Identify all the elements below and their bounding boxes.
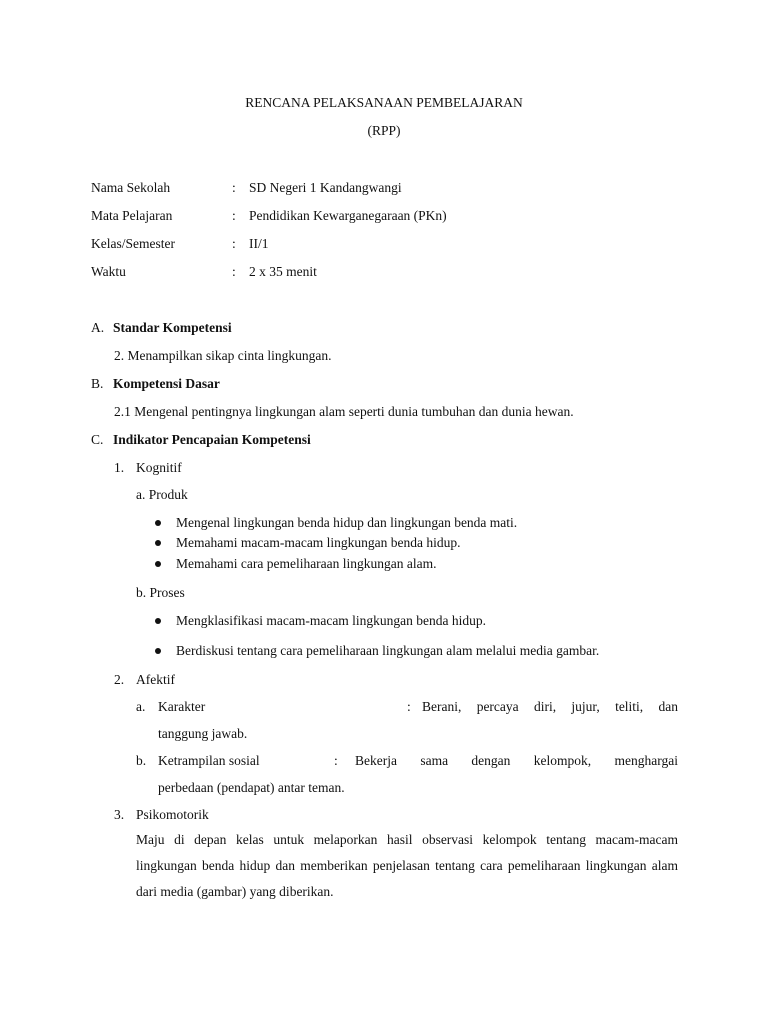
produk-item: Memahami cara pemeliharaan lingkungan alam. — [176, 556, 437, 571]
identity-label-class: Kelas/Semester — [91, 236, 175, 251]
section-c-heading: Indikator Pencapaian Kompetensi — [113, 432, 311, 447]
identity-value-subject: Pendidikan Kewarganegaraan (PKn) — [249, 208, 447, 223]
identity-label-subject: Mata Pelajaran — [91, 208, 173, 223]
psikomotorik-text: Maju di depan kelas untuk melaporkan hasil observasi kelompok tentang macam-macam lingkungan benda hidup dan memberikan penjelasan tentang cara pemeliharaan lingkungan alam dari media (gambar) yang diberikan. — [136, 832, 678, 899]
bullet-icon — [155, 618, 161, 624]
identity-label-time: Waktu — [91, 264, 126, 279]
identity-sep: : — [232, 236, 236, 251]
section-c-letter: C. — [91, 432, 104, 447]
bullet-icon — [155, 561, 161, 567]
karakter-label: Karakter — [158, 699, 206, 714]
sosial-letter: b. — [136, 753, 147, 768]
karakter-sep: : — [407, 699, 411, 714]
produk-item: Mengenal lingkungan benda hidup dan lingkungan benda mati. — [176, 515, 518, 530]
proses-label: b. Proses — [136, 585, 185, 600]
karakter-letter: a. — [136, 699, 146, 714]
karakter-continuation: tanggung jawab. — [158, 726, 248, 741]
karakter-word: jujur, — [571, 699, 600, 714]
sosial-value — [355, 752, 678, 770]
document-title: RENCANA PELAKSANAAN PEMBELAJARAN — [245, 95, 523, 110]
karakter-word: diri, — [533, 699, 557, 714]
sosial-word: dengan — [471, 753, 511, 768]
bullet-icon — [155, 648, 161, 654]
identity-sep: : — [232, 180, 236, 195]
afektif-label: Afektif — [136, 672, 175, 687]
section-a-letter: A. — [91, 320, 105, 335]
sosial-word: sama — [420, 753, 449, 768]
afektif-number: 2. — [114, 672, 125, 687]
karakter-word: percaya — [476, 699, 519, 714]
section-a-heading: Standar Kompetensi — [113, 320, 232, 335]
proses-item: Mengklasifikasi macam-macam lingkungan benda hidup. — [176, 613, 487, 628]
identity-sep: : — [232, 208, 236, 223]
karakter-value — [422, 698, 678, 716]
identity-value-class: II/1 — [249, 236, 269, 251]
section-b-heading: Kompetensi Dasar — [113, 376, 220, 391]
sosial-sep: : — [334, 753, 338, 768]
section-b-text: 2.1 Mengenal pentingnya lingkungan alam seperti dunia tumbuhan dan dunia hewan. — [114, 404, 574, 419]
sosial-continuation: perbedaan (pendapat) antar teman. — [158, 780, 345, 795]
bullet-icon — [155, 540, 161, 546]
proses-item: Berdiskusi tentang cara pemeliharaan lingkungan alam melalui media gambar. — [176, 643, 600, 658]
identity-value-school: SD Negeri 1 Kandangwangi — [249, 180, 402, 195]
document-subtitle: (RPP) — [367, 123, 401, 138]
psikomotorik-label: Psikomotorik — [136, 807, 209, 822]
identity-sep: : — [232, 264, 236, 279]
psikomotorik-number: 3. — [114, 807, 125, 822]
identity-label-school: Nama Sekolah — [91, 180, 171, 195]
produk-item: Memahami macam-macam lingkungan benda hidup. — [176, 535, 461, 550]
sosial-word: kelompok, — [533, 753, 592, 768]
sosial-word: Bekerja — [355, 753, 397, 768]
produk-label: a. Produk — [136, 487, 188, 502]
identity-value-time: 2 x 35 menit — [249, 264, 317, 279]
karakter-word: Berani, — [422, 699, 462, 714]
kognitif-label: Kognitif — [136, 460, 182, 475]
sosial-label: Ketrampilan sosial — [158, 753, 260, 768]
bullet-icon — [155, 520, 161, 526]
karakter-word: teliti, — [615, 699, 644, 714]
section-a-text: 2. Menampilkan sikap cinta lingkungan. — [114, 348, 332, 363]
section-b-letter: B. — [91, 376, 104, 391]
kognitif-number: 1. — [114, 460, 125, 475]
karakter-word: dan — [658, 699, 678, 714]
sosial-word: menghargai — [614, 753, 678, 768]
